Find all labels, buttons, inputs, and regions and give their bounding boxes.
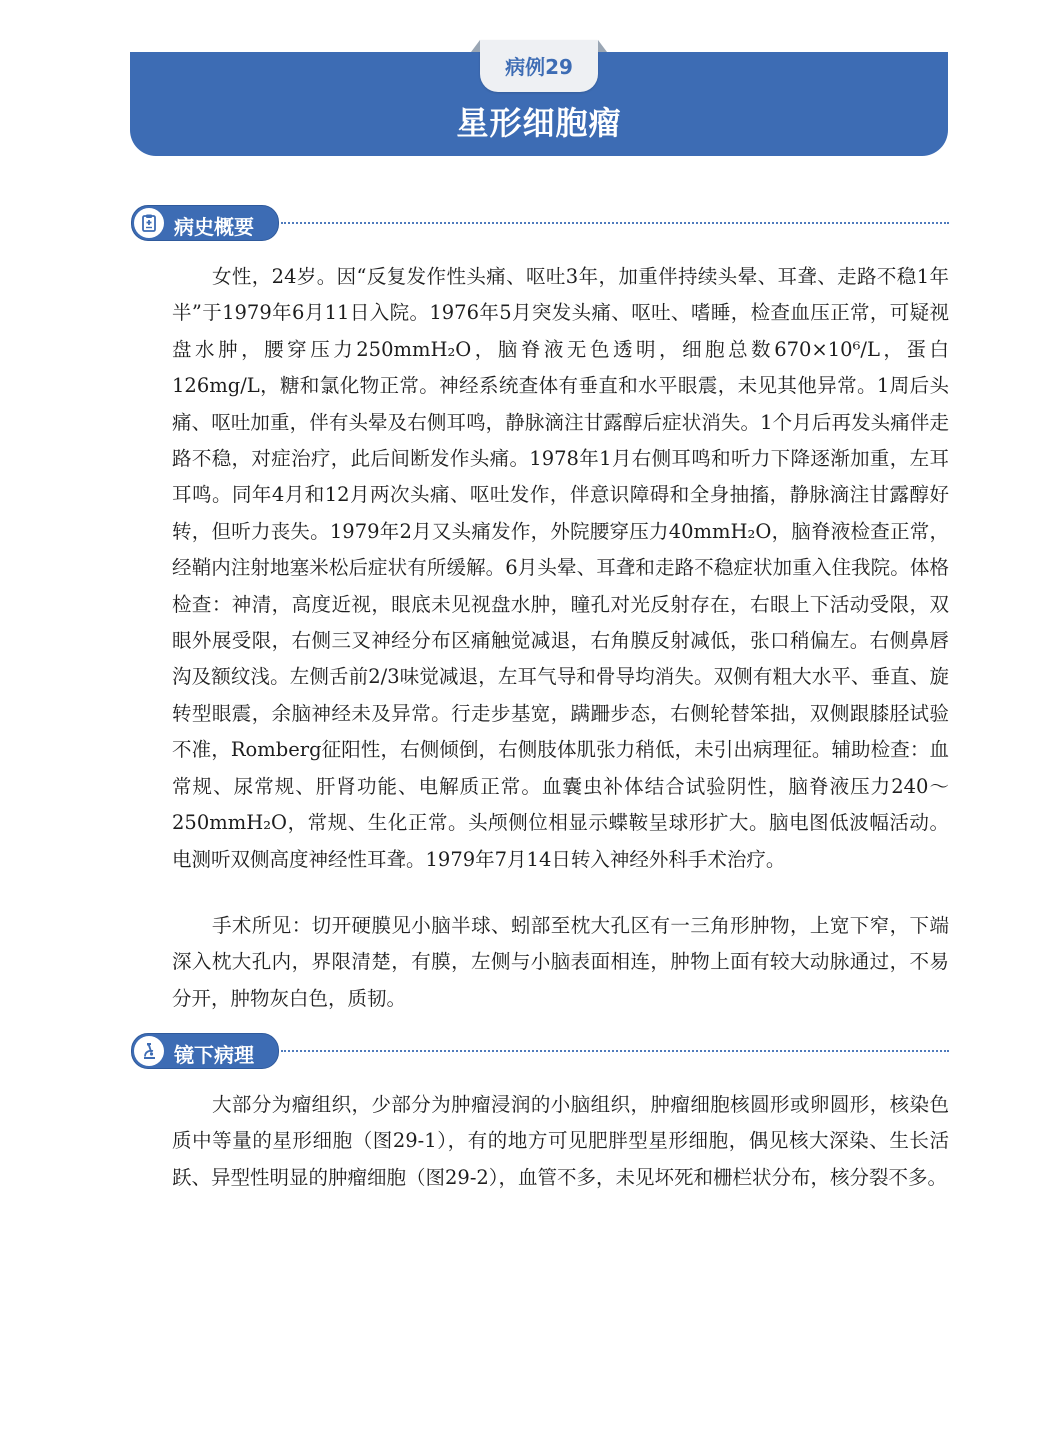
pathology-paragraph-1: 大部分为瘤组织，少部分为肿瘤浸润的小脑组织，肿瘤细胞核圆形或卵圆形，核染色质中等量的星形细胞（图29-1），有的地方可见肥胖型星形细胞，偶见核大深染、生长活跃、异型性明显的肿瘤细胞（图29-2），血管不多，未见坏死和栅栏状分布，核分裂不多。 — [172, 1093, 949, 1189]
clipboard-icon — [134, 208, 164, 238]
section-label-history: 病史概要 — [174, 215, 254, 239]
case-number-tab — [480, 40, 598, 92]
section-header-pathology — [131, 1033, 949, 1069]
section-header-history — [131, 205, 949, 241]
microscope-icon — [134, 1036, 164, 1066]
section-pill — [131, 1033, 279, 1069]
section-label-pathology: 镜下病理 — [174, 1043, 254, 1067]
history-paragraph-1: 女性，24岁。因“反复发作性头痛、呕吐3年，加重伴持续头晕、耳聋、走路不稳1年半”于1979年6月11日入院。1976年5月突发头痛、呕吐、嗜睡，检查血压正常，可疑视盘水肿，腰穿压力250mmH₂O，脑脊液无色透明，细胞总数670×10⁶/L，蛋白126mg/L，糖和氯化物正常。神经系统查体有垂直和水平眼震，未见其他异常。1周后头痛、呕吐加重，伴有头晕及右侧耳鸣，静脉滴注甘露醇后症状消失。1个月后再发头痛伴走路不稳，对症治疗，此后间断发作头痛。1978年1月右侧耳鸣和听力下降逐渐加重，左耳耳鸣。同年4月和12月两次头痛、呕吐发作，伴意识障碍和全身抽搐，静脉滴注甘露醇好转，但听力丧失。1979年2月又头痛发作，外院腰穿压力40mmH₂O，脑脊液检查正常，经鞘内注射地塞米松后症状有所缓解。6月头晕、耳聋和走路不稳症状加重入住我院。体格检查：神清，高度近视，眼底未见视盘水肿，瞳孔对光反射存在，右眼上下活动受限，双眼外展受限，右侧三叉神经分布区痛触觉减退，右角膜反射减低，张口稍偏左。右侧鼻唇沟及额纹浅。左侧舌前2/3味觉减退，左耳气导和骨导均消失。双侧有粗大水平、垂直、旋转型眼震，余脑神经未及异常。行走步基宽，蹒跚步态，右侧轮替笨拙，双侧跟膝胫试验不准，Romberg征阳性，右侧倾倒，右侧肢体肌张力稍低，未引出病理征。辅助检查：血常规、尿常规、肝肾功能、电解质正常。血囊虫补体结合试验阴性，脑脊液压力240～250mmH₂O，常规、生化正常。头颅侧位相显示蝶鞍呈球形扩大。脑电图低波幅活动。电测听双侧高度神经性耳聋。1979年7月14日转入神经外科手术治疗。 — [172, 265, 949, 871]
case-label: 病例29 — [505, 55, 573, 79]
history-paragraph-2: 手术所见：切开硬膜见小脑半球、蚓部至枕大孔区有一三角形肿物，上宽下窄，下端深入枕大孔内，界限清楚，有膜，左侧与小脑表面相连，肿物上面有较大动脉通过，不易分开，肿物灰白色，质韧。 — [172, 914, 949, 1010]
section-divider — [281, 222, 949, 224]
section-pill — [131, 205, 279, 241]
section-divider — [281, 1050, 949, 1052]
page-title: 星形细胞瘤 — [456, 104, 622, 142]
